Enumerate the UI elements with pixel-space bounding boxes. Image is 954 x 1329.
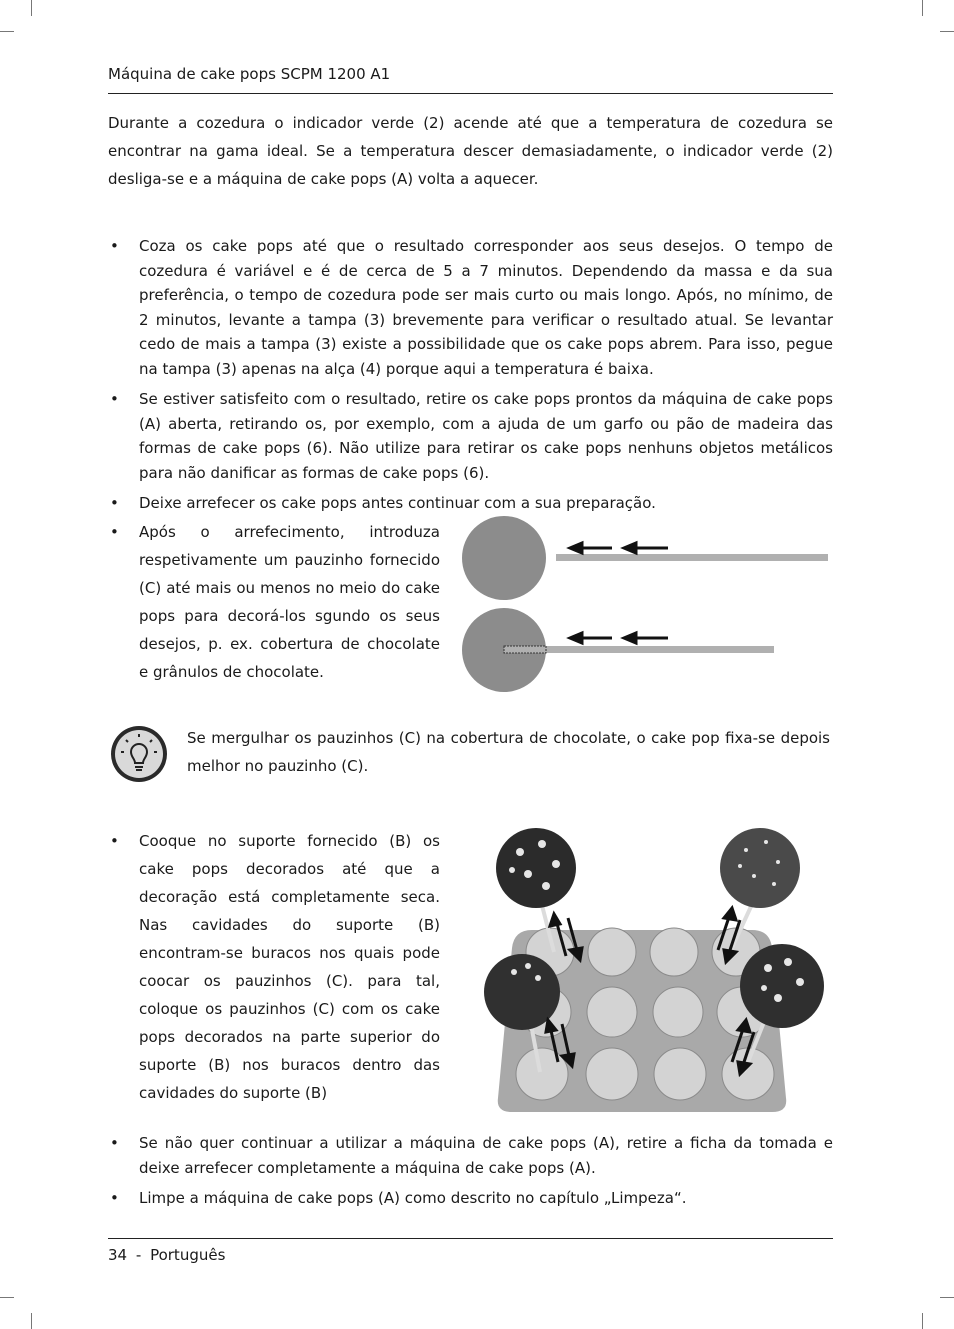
crop-mark — [940, 31, 954, 32]
list-item — [108, 518, 440, 686]
crop-mark — [31, 1313, 32, 1329]
footer-language: Português — [150, 1246, 226, 1264]
page-header — [108, 62, 833, 94]
list-item-text: Após o arrefecimento, introduza respetivamente um pauzinho fornecido (C) até mais ou menos no meio do cake pops para decorá-los sgundo os seus desejos, p. ex. cobertura de chocolate e grânulos de chocolate. — [139, 523, 440, 681]
crop-mark — [31, 0, 32, 16]
intro-paragraph: Durante a cozedura o indicador verde (2) acende até que a temperatura de cozedura se encontrar na gama ideal. Se a temperatura descer demasiadamente, o indicador verde (2) desliga-se e a máquina de cake pops (A) volta a aquecer. — [108, 114, 833, 188]
list-item — [108, 491, 833, 516]
bullet-stand — [108, 827, 440, 1113]
list-item-text: Deixe arrefecer os cake pops antes continuar com a sua preparação. — [139, 494, 656, 512]
crop-mark — [922, 0, 923, 16]
list-item — [108, 827, 440, 1107]
list-item-text: Limpe a máquina de cake pops (A) como descrito no capítulo „Limpeza“. — [139, 1189, 687, 1207]
bullet-dot: • — [110, 494, 119, 512]
stick — [504, 646, 774, 653]
stick — [556, 554, 828, 561]
list-item-text: Se estiver satisfeito com o resultado, retire os cake pops prontos da máquina de cake pops (A) aberta, retirando os, por exemplo, com a ajuda de um garfo ou pão de madeira das formas de cake pops (6). Não utilize para retirar os cake pops nenhuns objetos metálicos para não danificar as formas de cake pops (6). — [139, 390, 833, 482]
bullet-dot: • — [110, 237, 119, 255]
bullet-dot: • — [110, 523, 119, 541]
lightbulb-tip-icon — [109, 724, 169, 784]
bullet-list-1 — [108, 234, 833, 522]
page-number: 34 — [108, 1246, 128, 1264]
bullet-dot: • — [110, 390, 119, 408]
footer-separator: - — [135, 1246, 142, 1264]
tip-text: Se mergulhar os pauzinhos (C) na cobertura de chocolate, o cake pop fixa-se depois melhor no pauzinho (C). — [187, 729, 830, 775]
crop-mark — [922, 1313, 923, 1329]
list-item-text: Coza os cake pops até que o resultado corresponder aos seus desejos. O tempo de cozedura é variável e é de cerca de 5 a 7 minutos. Dependendo da massa e da sua preferência, o tempo de cozedura pode ser mais curto ou mais longo. Após, no mínimo, de 2 minutos, levante a tampa (3) brevemente para verificar o resultado atual. Se levantar cedo de mais a tampa (3) existe a possibilidade que os cake pops abrem. Para isso, pegue na tampa (3) apenas na alça (4) porque aqui a temperatura é baixa. — [139, 237, 833, 378]
bullet-dot: • — [110, 1189, 119, 1207]
list-item — [108, 234, 833, 381]
bullet-list-2 — [108, 1131, 833, 1217]
cake-pop-stand-image — [478, 822, 834, 1114]
header-title: Máquina de cake pops SCPM 1200 A1 — [108, 65, 391, 83]
crop-mark — [940, 1297, 954, 1298]
list-item — [108, 1131, 833, 1180]
page-footer — [108, 1238, 833, 1267]
list-item-text: Cooque no suporte fornecido (B) os cake pops decorados até que a decoração está completamente seca. Nas cavidades do suporte (B) encontram-se buracos nos quais pode coocar os pauzinhos (C). para tal, coloque os pauzinhos (C) com os cake pops decorados na parte superior do suporte (B) nos buracos dentro das cavidades do suporte (B) — [139, 832, 440, 1102]
crop-mark — [0, 31, 14, 32]
stick-insertion-figure — [460, 514, 832, 694]
list-item — [108, 387, 833, 485]
bullet-dot: • — [110, 1134, 119, 1152]
crop-mark — [0, 1297, 14, 1298]
cake-pop-ball — [462, 516, 546, 600]
bullet-sticks — [108, 518, 440, 692]
list-item-text: Se não quer continuar a utilizar a máquina de cake pops (A), retire a ficha da tomada e deixe arrefecer completamente a máquina de cake pops (A). — [139, 1134, 833, 1177]
bullet-dot: • — [110, 832, 119, 850]
list-item — [108, 1186, 833, 1211]
arrow-left-icon — [570, 543, 668, 553]
arrow-left-icon — [570, 633, 668, 643]
